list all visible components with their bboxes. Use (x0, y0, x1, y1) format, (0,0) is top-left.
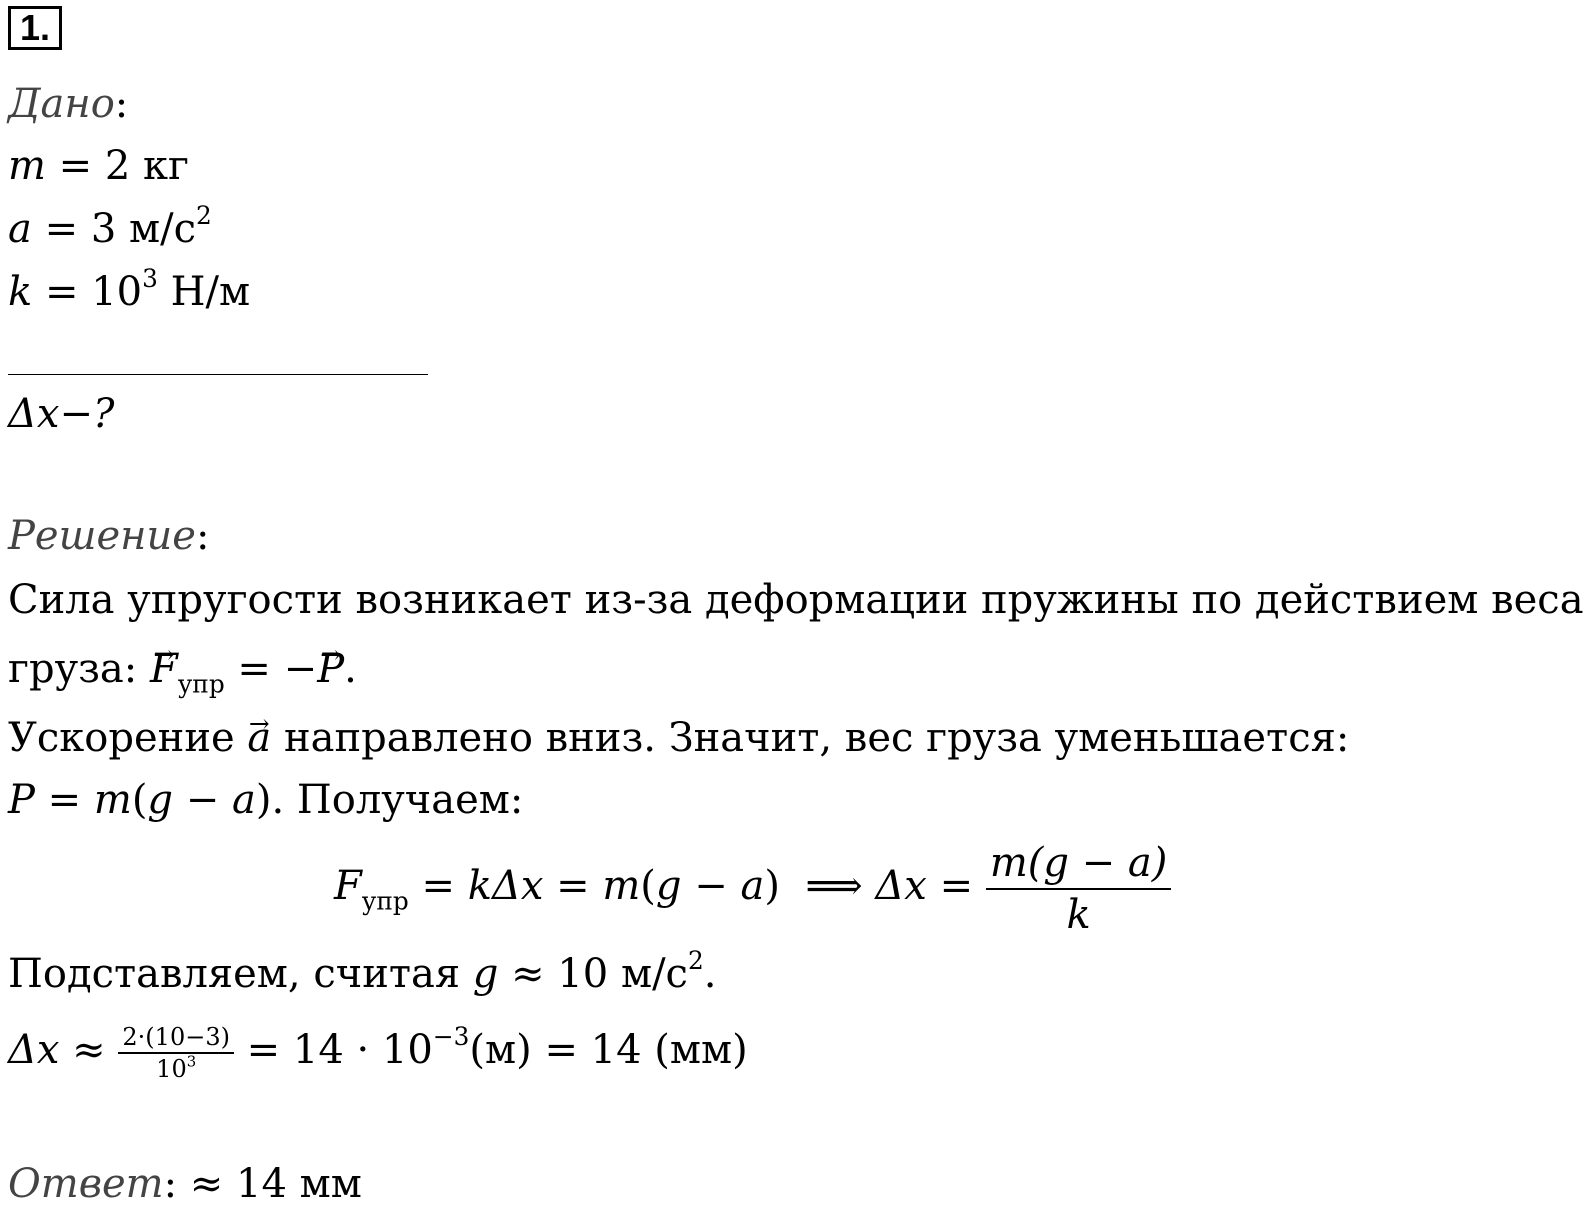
given-divider (8, 374, 428, 375)
solution-paragraph-2: Ускорение → a направлено вниз. Значит, вес груза уменьшается: (8, 714, 1349, 762)
acceleration-value: 3 м/с (90, 206, 196, 252)
answer-value: : ≈ 14 мм (163, 1161, 362, 1207)
find-line: Δx−? (8, 391, 115, 437)
problem-number: 1. (8, 6, 62, 50)
solution-heading: Решение: (8, 513, 210, 559)
mass-value: 2 кг (104, 143, 190, 189)
stiffness-exponent: 3 (142, 264, 158, 294)
calculation-numerator: 2·(10−3) (118, 1022, 234, 1054)
solution-label: Решение (8, 513, 196, 559)
solution-paragraph-1-cont: груза: → $F_{упр}$ = −→ P. (8, 645, 357, 693)
solution-paragraph-4: Подставляем, считая g ≈ 10 $м/с^2$. (8, 946, 717, 997)
fraction-denominator: k (1066, 892, 1091, 938)
given-heading: Дано: (8, 81, 129, 127)
calculation-fraction (118, 1022, 234, 1084)
calculation-denominator: $10^3$ (156, 1052, 197, 1083)
subscript-upr: упр (177, 669, 225, 699)
given-mass: m = 2 кг (8, 143, 190, 189)
main-equation: $F_{упр} = k\Delta x = m(g - a)$ ⟹ Δx = $\frac{m(g - a)}{k}$ (334, 838, 1171, 940)
calculation-line: Δx ≈ $\frac{2\cdot(10-3)}{10^3}$ = $14 \cdot 10^{-3}(м) = 14$ (мм) (8, 1022, 748, 1083)
given-stiffness: $k = 10^3$ Н/м (8, 264, 251, 315)
equation-fraction (986, 838, 1172, 940)
given-label: Дано (8, 81, 115, 127)
given-acceleration: a = 3 $м/с^2$ (8, 201, 212, 252)
stiffness-unit: Н/м (170, 269, 251, 315)
acceleration-exponent: 2 (195, 201, 212, 231)
answer-label: Ответ (8, 1161, 164, 1207)
answer-line (8, 1160, 362, 1208)
fraction-numerator: m(g − a) (986, 838, 1172, 890)
stiffness-base: 10 (91, 269, 143, 315)
solution-paragraph-1: Сила упругости возникает из-за деформации пружины по действием веса (8, 577, 1584, 623)
solution-paragraph-3: P = m(g − a). Получаем: (8, 777, 524, 823)
